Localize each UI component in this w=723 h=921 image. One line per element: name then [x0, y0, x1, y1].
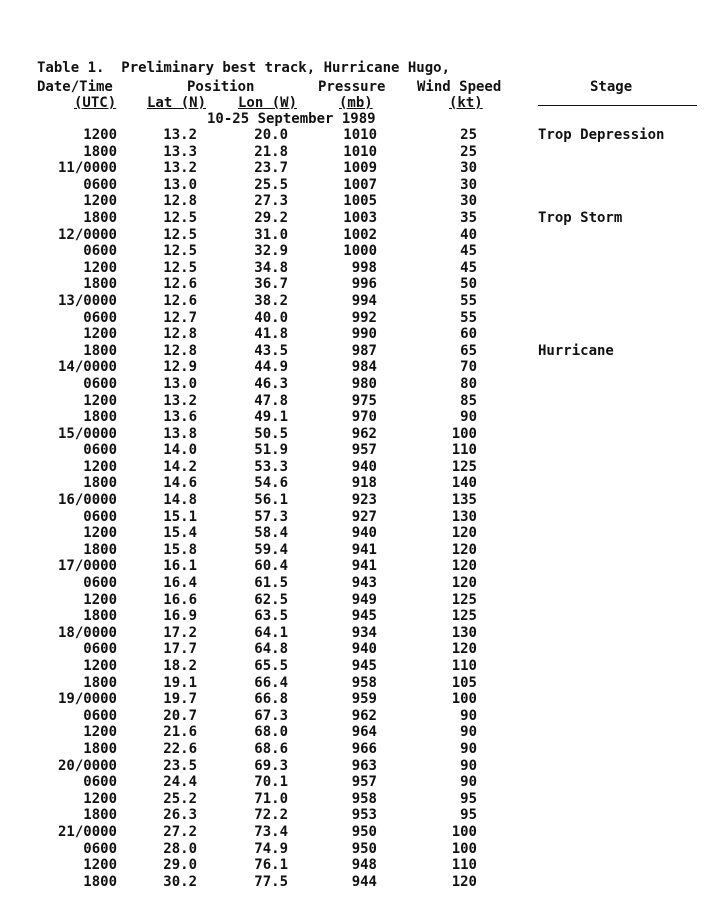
wind-speed-cell: 90 [460, 757, 477, 774]
wind-speed-cell: 90 [460, 724, 477, 741]
pressure-cell: 949 [351, 591, 377, 608]
datetime-cell: 0600 [83, 243, 117, 260]
header-lon: Lon (W) [238, 95, 298, 111]
lon-cell: 43.5 [254, 342, 288, 359]
datetime-cell: 21/0000 [57, 823, 117, 840]
pressure-cell: 994 [351, 292, 377, 309]
pressure-cell: 1002 [343, 226, 377, 243]
datetime-cell: 1200 [83, 127, 117, 143]
stage-header-rule [538, 105, 697, 106]
wind-speed-cell: 125 [451, 608, 477, 625]
wind-speed-cell: 100 [451, 425, 477, 442]
wind-speed-cell: 70 [460, 359, 477, 376]
pressure-cell: 944 [351, 873, 377, 890]
table-row [0, 758, 723, 775]
lon-cell: 21.8 [254, 143, 288, 160]
pressure-cell: 943 [351, 575, 377, 592]
table-row [0, 177, 723, 194]
lon-cell: 68.0 [254, 724, 288, 741]
table-row [0, 542, 723, 559]
datetime-cell: 1800 [83, 873, 117, 890]
pressure-cell: 1003 [343, 209, 377, 226]
lat-cell: 25.2 [163, 790, 197, 807]
datetime-cell: 1800 [83, 209, 117, 226]
lat-cell: 13.2 [163, 160, 197, 177]
datetime-cell: 13/0000 [57, 292, 117, 309]
lon-cell: 31.0 [254, 226, 288, 243]
lon-cell: 20.0 [254, 127, 288, 143]
lon-cell: 54.6 [254, 475, 288, 492]
table-row [0, 210, 723, 227]
lat-cell: 13.0 [163, 375, 197, 392]
pressure-cell: 957 [351, 442, 377, 459]
wind-speed-cell: 90 [460, 774, 477, 791]
datetime-cell: 1800 [83, 143, 117, 160]
lat-cell: 12.7 [163, 309, 197, 326]
table-row [0, 857, 723, 874]
lat-cell: 13.3 [163, 143, 197, 160]
lat-cell: 27.2 [163, 823, 197, 840]
pressure-cell: 1010 [343, 127, 377, 143]
pressure-cell: 987 [351, 342, 377, 359]
lat-cell: 14.2 [163, 458, 197, 475]
table-row [0, 409, 723, 426]
lat-cell: 30.2 [163, 873, 197, 890]
wind-speed-cell: 85 [460, 392, 477, 409]
pressure-cell: 964 [351, 724, 377, 741]
lon-cell: 59.4 [254, 541, 288, 558]
datetime-cell: 0600 [83, 176, 117, 193]
lat-cell: 12.6 [163, 292, 197, 309]
table-row [0, 509, 723, 526]
table-row [0, 243, 723, 260]
header-stage: Stage [590, 79, 633, 95]
datetime-cell: 1200 [83, 790, 117, 807]
lon-cell: 76.1 [254, 857, 288, 874]
datetime-cell: 1800 [83, 807, 117, 824]
lat-cell: 17.7 [163, 641, 197, 658]
lon-cell: 27.3 [254, 193, 288, 210]
datetime-cell: 17/0000 [57, 558, 117, 575]
lon-cell: 47.8 [254, 392, 288, 409]
pressure-cell: 984 [351, 359, 377, 376]
pressure-cell: 1000 [343, 243, 377, 260]
lat-cell: 12.6 [163, 276, 197, 293]
lon-cell: 72.2 [254, 807, 288, 824]
lat-cell: 12.8 [163, 326, 197, 343]
lon-cell: 65.5 [254, 658, 288, 674]
lat-cell: 19.7 [163, 691, 197, 708]
lat-cell: 16.6 [163, 591, 197, 608]
pressure-cell: 959 [351, 691, 377, 708]
datetime-cell: 1200 [83, 458, 117, 475]
table-row [0, 841, 723, 858]
lat-cell: 16.4 [163, 575, 197, 592]
wind-speed-cell: 110 [451, 442, 477, 459]
pressure-cell: 945 [351, 608, 377, 625]
wind-speed-cell: 30 [460, 193, 477, 210]
title-line-2: 10-25 September 1989 [207, 111, 376, 127]
pressure-cell: 950 [351, 823, 377, 840]
wind-speed-cell: 140 [451, 475, 477, 492]
datetime-cell: 0600 [83, 707, 117, 724]
datetime-cell: 1800 [83, 674, 117, 691]
lon-cell: 56.1 [254, 492, 288, 509]
pressure-cell: 941 [351, 541, 377, 558]
stage-cell: Trop Depression [538, 127, 665, 143]
wind-speed-cell: 100 [451, 823, 477, 840]
header-utc: (UTC) [74, 95, 117, 111]
lon-cell: 29.2 [254, 209, 288, 226]
datetime-cell: 14/0000 [57, 359, 117, 376]
table-row [0, 575, 723, 592]
lat-cell: 14.0 [163, 442, 197, 459]
pressure-cell: 1009 [343, 160, 377, 177]
datetime-cell: 1200 [83, 857, 117, 874]
table-row [0, 774, 723, 791]
lon-cell: 74.9 [254, 840, 288, 857]
wind-speed-cell: 105 [451, 674, 477, 691]
datetime-cell: 1800 [83, 342, 117, 359]
pressure-cell: 953 [351, 807, 377, 824]
wind-speed-cell: 120 [451, 525, 477, 542]
table-row [0, 359, 723, 376]
wind-speed-cell: 125 [451, 591, 477, 608]
datetime-cell: 0600 [83, 508, 117, 525]
wind-speed-cell: 55 [460, 292, 477, 309]
pressure-cell: 918 [351, 475, 377, 492]
wind-speed-cell: 55 [460, 309, 477, 326]
lon-cell: 41.8 [254, 326, 288, 343]
table-row [0, 393, 723, 410]
lat-cell: 15.8 [163, 541, 197, 558]
header-position: Position [187, 79, 255, 95]
wind-speed-cell: 90 [460, 740, 477, 757]
table-row [0, 741, 723, 758]
lon-cell: 53.3 [254, 458, 288, 475]
table-row [0, 260, 723, 277]
lon-cell: 25.5 [254, 176, 288, 193]
table-row [0, 442, 723, 459]
header-kt: (kt) [449, 95, 483, 111]
pressure-cell: 996 [351, 276, 377, 293]
datetime-cell: 1800 [83, 541, 117, 558]
pressure-cell: 940 [351, 525, 377, 542]
lat-cell: 12.5 [163, 259, 197, 276]
datetime-cell: 1200 [83, 326, 117, 343]
lon-cell: 69.3 [254, 757, 288, 774]
datetime-cell: 1800 [83, 276, 117, 293]
table-row [0, 625, 723, 642]
datetime-cell: 0600 [83, 375, 117, 392]
datetime-cell: 0600 [83, 575, 117, 592]
table-row [0, 641, 723, 658]
datetime-cell: 1200 [83, 392, 117, 409]
wind-speed-cell: 120 [451, 541, 477, 558]
wind-speed-cell: 120 [451, 641, 477, 658]
table-row [0, 691, 723, 708]
lon-cell: 62.5 [254, 591, 288, 608]
table-row [0, 608, 723, 625]
lat-cell: 12.5 [163, 226, 197, 243]
lat-cell: 15.1 [163, 508, 197, 525]
table-row [0, 675, 723, 692]
lat-cell: 29.0 [163, 857, 197, 874]
lat-cell: 19.1 [163, 674, 197, 691]
pressure-cell: 962 [351, 425, 377, 442]
table-row [0, 127, 723, 144]
wind-speed-cell: 120 [451, 873, 477, 890]
wind-speed-cell: 125 [451, 458, 477, 475]
header-wind-speed: Wind Speed [417, 79, 502, 95]
wind-speed-cell: 45 [460, 243, 477, 260]
pressure-cell: 970 [351, 409, 377, 426]
wind-speed-cell: 100 [451, 691, 477, 708]
lon-cell: 64.8 [254, 641, 288, 658]
lon-cell: 38.2 [254, 292, 288, 309]
datetime-cell: 0600 [83, 641, 117, 658]
pressure-cell: 966 [351, 740, 377, 757]
lat-cell: 13.6 [163, 409, 197, 426]
table-row [0, 525, 723, 542]
datetime-cell: 1200 [83, 193, 117, 210]
lat-cell: 12.5 [163, 209, 197, 226]
table-row [0, 276, 723, 293]
lon-cell: 36.7 [254, 276, 288, 293]
table-row [0, 475, 723, 492]
lat-cell: 20.7 [163, 707, 197, 724]
lat-cell: 12.9 [163, 359, 197, 376]
header-lat: Lat (N) [147, 95, 207, 111]
datetime-cell: 16/0000 [57, 492, 117, 509]
lat-cell: 18.2 [163, 658, 197, 674]
lat-cell: 12.5 [163, 243, 197, 260]
lon-cell: 46.3 [254, 375, 288, 392]
table-row [0, 791, 723, 808]
pressure-cell: 934 [351, 624, 377, 641]
table-row [0, 708, 723, 725]
lon-cell: 66.4 [254, 674, 288, 691]
lon-cell: 34.8 [254, 259, 288, 276]
lon-cell: 23.7 [254, 160, 288, 177]
datetime-cell: 1200 [83, 259, 117, 276]
wind-speed-cell: 120 [451, 558, 477, 575]
lon-cell: 60.4 [254, 558, 288, 575]
wind-speed-cell: 30 [460, 176, 477, 193]
header-mb: (mb) [339, 95, 373, 111]
table-row [0, 293, 723, 310]
lon-cell: 77.5 [254, 873, 288, 890]
best-track-table-body [0, 127, 723, 890]
pressure-cell: 975 [351, 392, 377, 409]
header-datetime: Date/Time [37, 79, 113, 95]
wind-speed-cell: 100 [451, 840, 477, 857]
datetime-cell: 12/0000 [57, 226, 117, 243]
wind-speed-cell: 30 [460, 160, 477, 177]
wind-speed-cell: 45 [460, 259, 477, 276]
lon-cell: 64.1 [254, 624, 288, 641]
stage-cell: Hurricane [538, 342, 614, 359]
table-row [0, 343, 723, 360]
lat-cell: 24.4 [163, 774, 197, 791]
pressure-cell: 1005 [343, 193, 377, 210]
lon-cell: 44.9 [254, 359, 288, 376]
datetime-cell: 1800 [83, 740, 117, 757]
pressure-cell: 957 [351, 774, 377, 791]
lat-cell: 15.4 [163, 525, 197, 542]
pressure-cell: 962 [351, 707, 377, 724]
lat-cell: 14.6 [163, 475, 197, 492]
datetime-cell: 1200 [83, 724, 117, 741]
lon-cell: 67.3 [254, 707, 288, 724]
title-line-1: Table 1. Preliminary best track, Hurricane Hugo, [37, 60, 451, 76]
lat-cell: 13.8 [163, 425, 197, 442]
table-row [0, 193, 723, 210]
lon-cell: 71.0 [254, 790, 288, 807]
wind-speed-cell: 90 [460, 409, 477, 426]
pressure-cell: 963 [351, 757, 377, 774]
stage-cell: Trop Storm [538, 209, 623, 226]
lat-cell: 23.5 [163, 757, 197, 774]
datetime-cell: 1200 [83, 525, 117, 542]
lat-cell: 21.6 [163, 724, 197, 741]
wind-speed-cell: 110 [451, 658, 477, 674]
wind-speed-cell: 130 [451, 624, 477, 641]
datetime-cell: 15/0000 [57, 425, 117, 442]
lat-cell: 13.2 [163, 392, 197, 409]
lon-cell: 70.1 [254, 774, 288, 791]
datetime-cell: 0600 [83, 442, 117, 459]
pressure-cell: 958 [351, 790, 377, 807]
wind-speed-cell: 110 [451, 857, 477, 874]
pressure-cell: 940 [351, 641, 377, 658]
datetime-cell: 1800 [83, 409, 117, 426]
table-row [0, 160, 723, 177]
table-row [0, 492, 723, 509]
table-row [0, 807, 723, 824]
datetime-cell: 0600 [83, 774, 117, 791]
lat-cell: 12.8 [163, 193, 197, 210]
datetime-cell: 1200 [83, 658, 117, 674]
pressure-cell: 940 [351, 458, 377, 475]
lat-cell: 16.1 [163, 558, 197, 575]
lon-cell: 57.3 [254, 508, 288, 525]
datetime-cell: 1800 [83, 608, 117, 625]
pressure-cell: 980 [351, 375, 377, 392]
table-row [0, 658, 723, 675]
lat-cell: 14.8 [163, 492, 197, 509]
pressure-cell: 1007 [343, 176, 377, 193]
lat-cell: 17.2 [163, 624, 197, 641]
table-row [0, 824, 723, 841]
pressure-cell: 958 [351, 674, 377, 691]
pressure-cell: 948 [351, 857, 377, 874]
wind-speed-cell: 135 [451, 492, 477, 509]
lon-cell: 73.4 [254, 823, 288, 840]
pressure-cell: 923 [351, 492, 377, 509]
table-row [0, 376, 723, 393]
table-row [0, 874, 723, 891]
table-row [0, 426, 723, 443]
datetime-cell: 0600 [83, 840, 117, 857]
lon-cell: 63.5 [254, 608, 288, 625]
lon-cell: 51.9 [254, 442, 288, 459]
wind-speed-cell: 90 [460, 707, 477, 724]
wind-speed-cell: 80 [460, 375, 477, 392]
datetime-cell: 19/0000 [57, 691, 117, 708]
datetime-cell: 20/0000 [57, 757, 117, 774]
wind-speed-cell: 95 [460, 790, 477, 807]
lat-cell: 13.0 [163, 176, 197, 193]
lon-cell: 40.0 [254, 309, 288, 326]
lon-cell: 32.9 [254, 243, 288, 260]
wind-speed-cell: 65 [460, 342, 477, 359]
lon-cell: 68.6 [254, 740, 288, 757]
lon-cell: 49.1 [254, 409, 288, 426]
table-row [0, 326, 723, 343]
pressure-cell: 1010 [343, 143, 377, 160]
wind-speed-cell: 50 [460, 276, 477, 293]
wind-speed-cell: 95 [460, 807, 477, 824]
pressure-cell: 998 [351, 259, 377, 276]
pressure-cell: 941 [351, 558, 377, 575]
lat-cell: 12.8 [163, 342, 197, 359]
lon-cell: 50.5 [254, 425, 288, 442]
lat-cell: 13.2 [163, 127, 197, 143]
wind-speed-cell: 25 [460, 143, 477, 160]
lat-cell: 28.0 [163, 840, 197, 857]
lon-cell: 66.8 [254, 691, 288, 708]
wind-speed-cell: 25 [460, 127, 477, 143]
datetime-cell: 1200 [83, 591, 117, 608]
pressure-cell: 992 [351, 309, 377, 326]
lon-cell: 58.4 [254, 525, 288, 542]
datetime-cell: 11/0000 [57, 160, 117, 177]
wind-speed-cell: 120 [451, 575, 477, 592]
wind-speed-cell: 40 [460, 226, 477, 243]
datetime-cell: 0600 [83, 309, 117, 326]
table-row [0, 459, 723, 476]
wind-speed-cell: 60 [460, 326, 477, 343]
table-row [0, 310, 723, 327]
pressure-cell: 950 [351, 840, 377, 857]
lat-cell: 22.6 [163, 740, 197, 757]
wind-speed-cell: 130 [451, 508, 477, 525]
table-row [0, 592, 723, 609]
header-pressure: Pressure [318, 79, 386, 95]
pressure-cell: 990 [351, 326, 377, 343]
table-row [0, 724, 723, 741]
datetime-cell: 18/0000 [57, 624, 117, 641]
lon-cell: 61.5 [254, 575, 288, 592]
pressure-cell: 945 [351, 658, 377, 674]
table-row [0, 227, 723, 244]
table-row [0, 558, 723, 575]
lat-cell: 26.3 [163, 807, 197, 824]
pressure-cell: 927 [351, 508, 377, 525]
datetime-cell: 1800 [83, 475, 117, 492]
lat-cell: 16.9 [163, 608, 197, 625]
table-row [0, 144, 723, 161]
wind-speed-cell: 35 [460, 209, 477, 226]
